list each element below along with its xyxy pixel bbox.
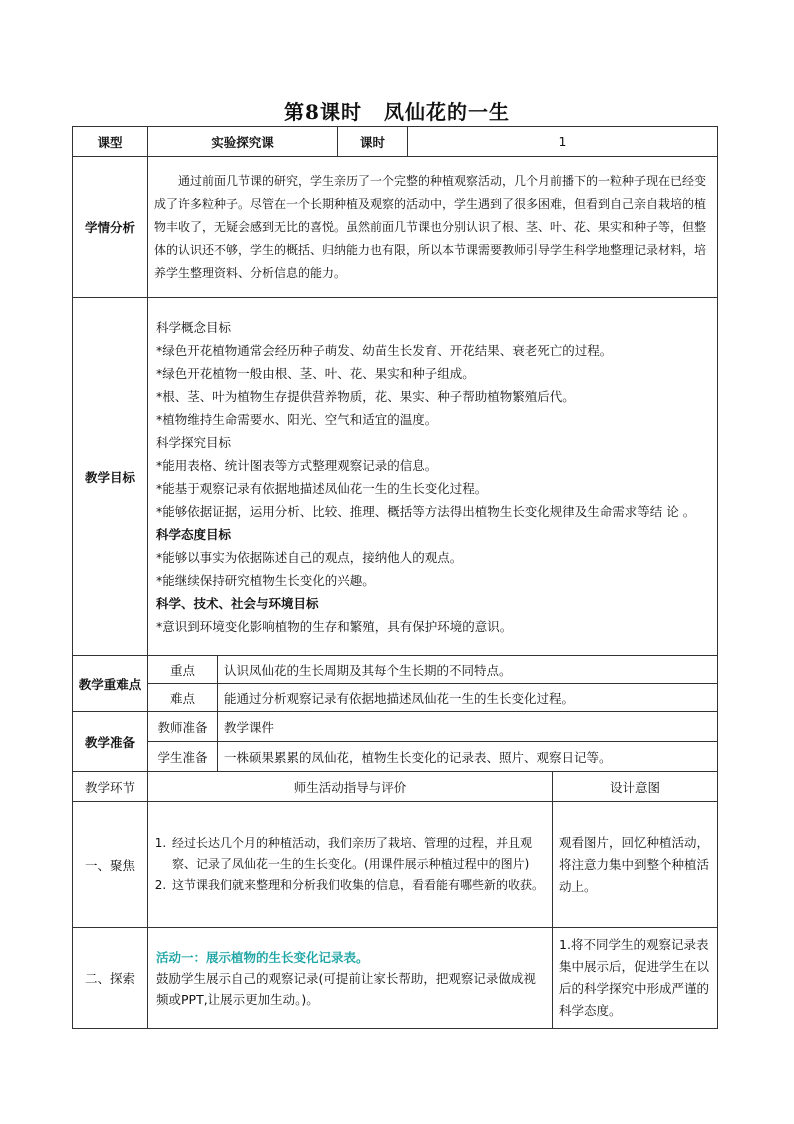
student-prep-row (73, 742, 718, 772)
objectives-label: 教学目标 (73, 298, 148, 656)
stage-name: 二、探索 (73, 928, 148, 1029)
concept-item: *绿色开花植物一般由根、茎、叶、花、果实和种子组成。 (156, 365, 475, 381)
preparation-label: 教学准备 (73, 712, 148, 772)
student-analysis-label: 学情分析 (73, 157, 148, 298)
focus-text: 认识凤仙花的生长周期及其每个生长期的不同特点。 (218, 656, 718, 684)
lesson-number: 第8课时 (284, 100, 362, 124)
inquiry-item: *能基于观察记录有依据地描述凤仙花一生的生长变化过程。 (156, 480, 488, 496)
student-analysis-text: 通过前面几节课的研究，学生亲历了一个完整的种植观察活动，几个月前播下的一粒种子现在已经变成了许多粒种子。尽管在一个长期种植及观察的活动中，学生遇到了很多困难，但看到自己亲自栽培的植物丰收了，无疑会感到无比的喜悦。虽然前面几节课也分别认识了根、茎、叶、花、果实和种子等，但整体的认识还不够，学生的概括、归纳能力也有限，所以本节课需要教师引导学生科学地整理记录材料，培养学生整理资料、分析信息的能力。 (148, 157, 718, 298)
hours-value: 1 (408, 127, 718, 157)
lesson-name: 凤仙花的一生 (383, 100, 510, 124)
difficulty-text: 能通过分析观察记录有依据地描述凤仙花一生的生长变化过程。 (218, 684, 718, 712)
concept-item: *植物维持生命需要水、阳光、空气和适宜的温度。 (156, 411, 438, 427)
activity-text: 鼓励学生展示自己的观察记录(可提前让家长帮助，把观察记录做成视频或PPT,让展示更加生动。)。 (156, 970, 536, 1007)
activity-title: 活动一：展示植物的生长变化记录表。 (156, 949, 369, 965)
difficulty-row (73, 684, 718, 712)
student-prep-text: 一株硕果累累的凤仙花，植物生长变化的记录表、照片、观察日记等。 (218, 742, 718, 772)
stage-activity (148, 802, 553, 928)
difficulty-label: 难点 (148, 684, 218, 712)
inquiry-heading: 科学探究目标 (156, 434, 232, 450)
stage-activity (148, 928, 553, 1029)
attitude-heading: 科学态度目标 (156, 526, 232, 542)
concept-item: *绿色开花植物通常会经历种子萌发、幼苗生长发育、开花结果、衰老死亡的过程。 (156, 342, 613, 358)
stage-row (73, 802, 718, 928)
concept-item: *根、茎、叶为植物生存提供营养物质，花、果实、种子帮助植物繁殖后代。 (156, 388, 575, 404)
attitude-item: *能够以事实为依据陈述自己的观点，接纳他人的观点。 (156, 549, 463, 565)
sts-item: *意识到环境变化影响植物的生存和繁殖，具有保护环境的意识。 (156, 618, 513, 634)
page-title (0, 96, 794, 125)
focus-label: 重点 (148, 656, 218, 684)
process-header-row (73, 772, 718, 802)
objectives-content (148, 298, 718, 656)
type-value: 实验探究课 (148, 127, 338, 157)
teacher-prep-label: 教师准备 (148, 712, 218, 742)
student-analysis-row (73, 157, 718, 298)
key-points-label: 教学重难点 (73, 656, 148, 712)
stage-intent: 观看图片，回忆种植活动，将注意力集中到整个种植活动上。 (553, 802, 718, 928)
hours-label: 课时 (338, 127, 408, 157)
concept-heading: 科学概念目标 (156, 319, 232, 335)
lesson-plan-table (72, 126, 718, 1029)
teacher-prep-row (73, 712, 718, 742)
sts-heading: 科学、技术、社会与环境目标 (156, 595, 319, 611)
stage-intent: 1.将不同学生的观察记录表集中展示后，促进学生在以后的科学探究中形成严谨的科学态度。 (553, 928, 718, 1029)
inquiry-item: *能用表格、统计图表等方式整理观察记录的信息。 (156, 457, 438, 473)
teacher-prep-text: 教学课件 (218, 712, 718, 742)
step-item: 2. 这节课我们就来整理和分析我们收集的信息，看看能有哪些新的收获。 (170, 875, 546, 896)
stage-name: 一、聚焦 (73, 802, 148, 928)
focus-row (73, 656, 718, 684)
step-item: 1. 经过长达几个月的种植活动，我们亲历了栽培、管理的过程，并且观察、记录了凤仙花一生的生长变化。(用课件展示种植过程中的图片) (170, 833, 546, 875)
stage-row (73, 928, 718, 1029)
header-row (73, 127, 718, 157)
stage-header: 教学环节 (73, 772, 148, 802)
intent-header: 设计意图 (553, 772, 718, 802)
inquiry-item: *能够依据证据，运用分析、比较、推理、概括等方法得出植物生长变化规律及生命需求等结 论 。 (156, 503, 696, 519)
activity-header: 师生活动指导与评价 (148, 772, 553, 802)
student-prep-label: 学生准备 (148, 742, 218, 772)
attitude-item: *能继续保持研究植物生长变化的兴趣。 (156, 572, 375, 588)
objectives-row (73, 298, 718, 656)
type-label: 课型 (73, 127, 148, 157)
